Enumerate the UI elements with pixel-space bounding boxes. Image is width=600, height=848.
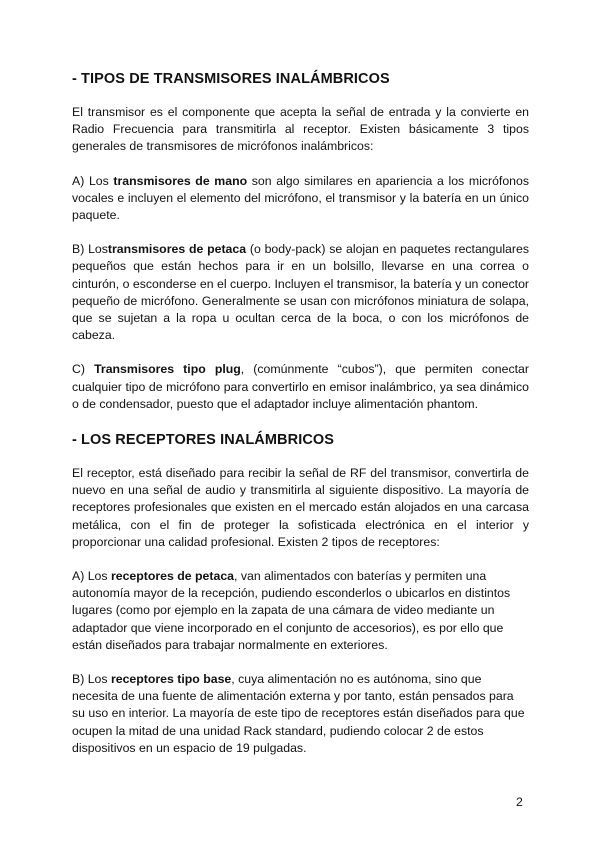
paragraph-body: son algo similares en apariencia a los micrófonos vocales e incluyen el elemento del micrófono, el transmisor y la batería en un único paquete. (72, 173, 529, 223)
receivers-intro-paragraph: El receptor, está diseñado para recibir la señal de RF del transmisor, convertirla de nuevo en una señal de audio y transmitirla al siguiente dispositivo. La mayoría de receptores profesionales que existen en el mercado están alojados en una carcasa metálica, con el fin de proteger la sofisticada electrónica en el interior y proporcionar una calidad profesional. Existen 2 tipos de receptores: (72, 466, 529, 549)
transmitters-intro-paragraph: El transmisor es el componente que acepta la señal de entrada y la convierte en Radio Frecuencia para transmitirla al receptor. Existen básicamente 3 tipos generales de transmisores de micrófonos inalámbricos: (72, 105, 529, 154)
section-heading-transmitters: - TIPOS DE TRANSMISORES INALÁMBRICOS (72, 71, 390, 87)
paragraph-prefix: B) Los (72, 672, 111, 687)
paragraph-body: , van alimentados con baterías y permiten una autonomía mayor de la recepción, pudiendo esconderlos o ubicarlos en distintos lugares (como por ejemplo en la zapata de una cámara de video mediante un adaptador que viene incorporado en el conjunto de accesorios), es por ello que están diseñados para trabajar normalmente en exteriores. (72, 569, 511, 652)
bodypack-transmitters-paragraph (72, 241, 529, 344)
section-heading-receivers: - LOS RECEPTORES INALÁMBRICOS (72, 432, 335, 449)
handheld-transmitters-paragraph (72, 173, 529, 225)
paragraph-prefix: A) Los (72, 173, 114, 188)
paragraph-body: , cuya alimentación no es autónoma, sino que necesita de una fuente de alimentación externa y por tanto, están pensados para su uso en interior. La mayoría de este tipo de receptores están diseñados para que ocupen la mitad de una unidad Rack standard, pudiendo colocar 2 de estos dispositivos en un espacio de 19 pulgadas. (72, 672, 525, 755)
page-content (72, 68, 529, 757)
term-bodypack-receivers: receptores de petaca (110, 569, 234, 584)
term-base-receivers: receptores tipo base (110, 672, 232, 687)
paragraph-prefix: C) (72, 362, 95, 377)
paragraph-body: , (comúnmente “cubos”), que permiten conectar cualquier tipo de micrófono para convertirlo en emisor inalámbrico, ya sea dinámico o de condensador, puesto que el adaptador incluye alimentación phantom. (72, 362, 529, 411)
paragraph-prefix: B) Los (72, 242, 108, 257)
term-handheld-transmitters: transmisores de mano (113, 173, 248, 188)
page-number: 2 (516, 795, 523, 809)
term-plug-transmitters: Transmisores tipo plug (94, 362, 241, 377)
term-bodypack-transmitters: transmisores de petaca (107, 242, 247, 257)
bodypack-receivers-paragraph (72, 568, 529, 654)
paragraph-prefix: A) Los (72, 569, 111, 584)
paragraph-body: (o body-pack) se alojan en paquetes rectangulares pequeños que están hechos para ir en un bolsillo, llevarse en una correa o cinturón, o esconderse en el cuerpo. Incluyen el transmisor, la batería y un conector pequeño de micrófono. Generalmente se usan con micrófonos miniatura de solapa, que se sujetan a la ropa u ocultan cerca de la boca, o con los micrófonos de cabeza. (72, 242, 529, 343)
base-receivers-paragraph (72, 671, 529, 757)
plug-transmitters-paragraph (72, 361, 529, 413)
